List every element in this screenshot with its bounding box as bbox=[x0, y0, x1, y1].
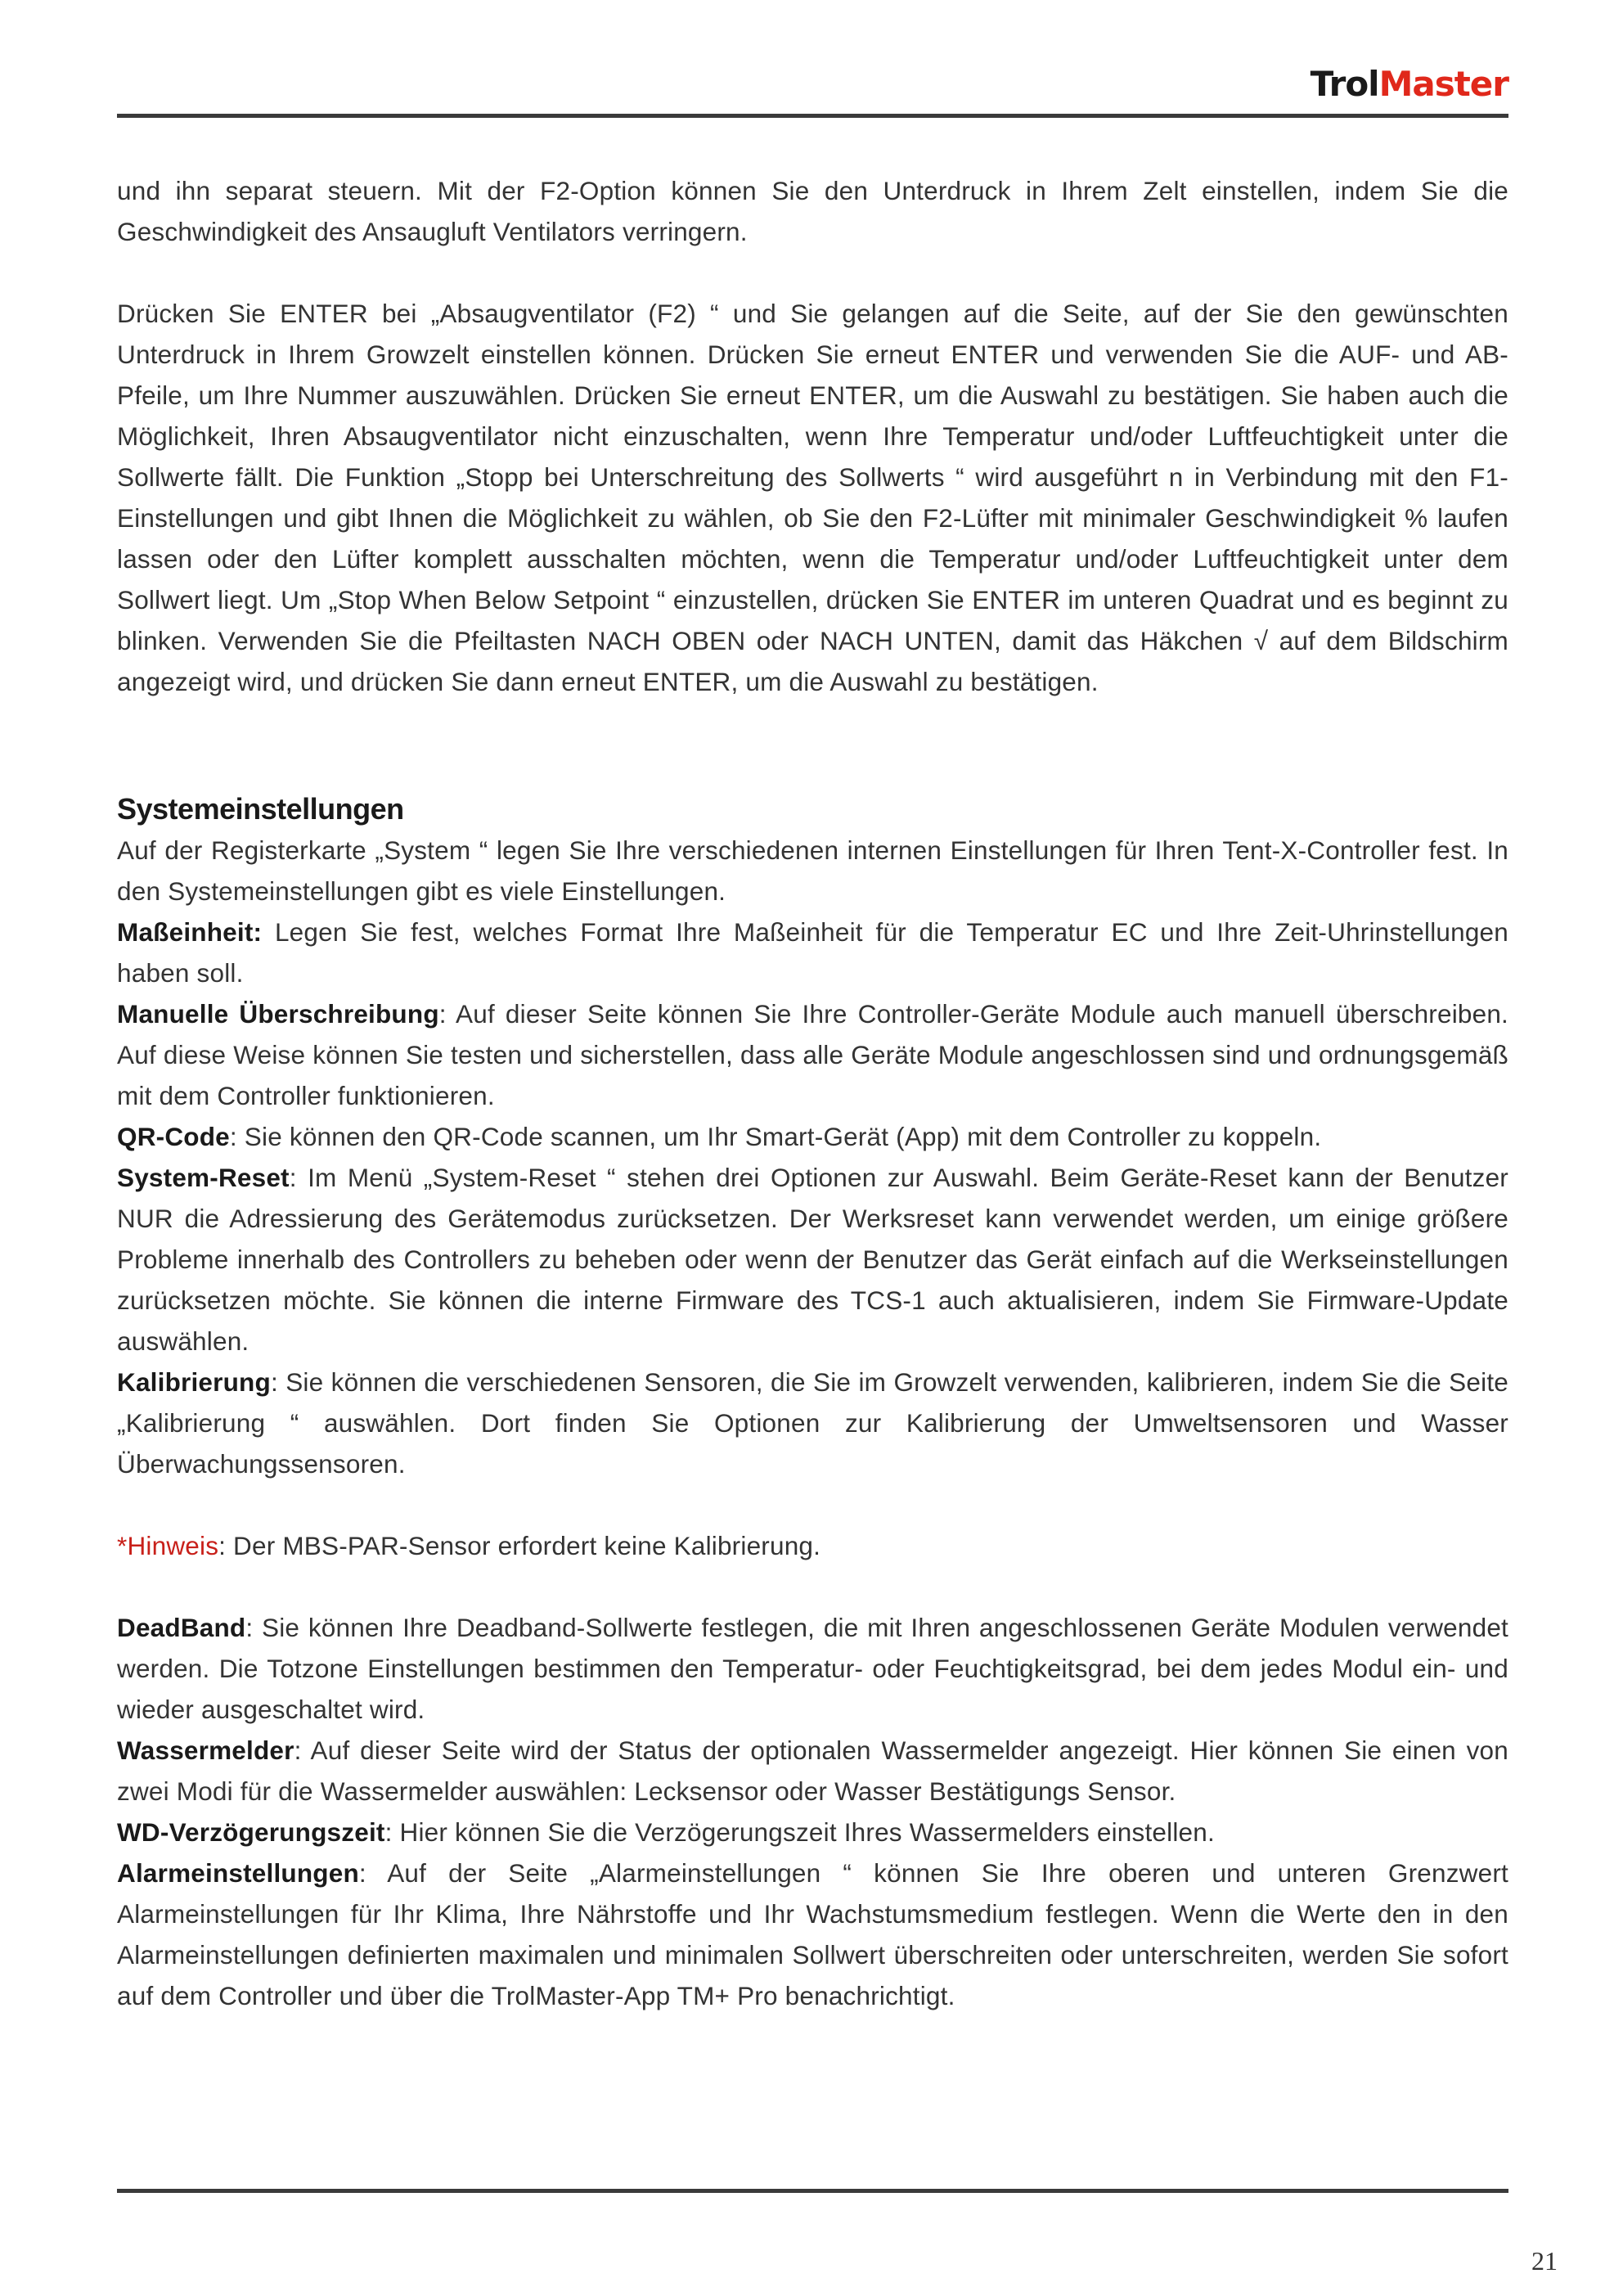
setting-description: : Auf dieser Seite können Sie Ihre Controller-Geräte Module auch manuell überschreiben. Auf diese Weise können Sie testen und sicherstellen, dass alle Geräte Module angeschlossen sind und ordnungsgemäß mit dem Controller funktionieren. bbox=[117, 999, 1508, 1110]
setting-description: : Auf der Seite „Alarmeinstellungen “ können Sie Ihre oberen und unteren Grenzwert Alarmeinstellungen für Ihr Klima, Ihre Nährstoffe und Ihr Wachstumsmedium festlegen. Wenn die Werte den in den Alarmeinstellungen definierten maximalen und minimalen Sollwert überschreiten oder unterschreiten, werden Sie sofort auf dem Controller und über die TrolMaster-App TM+ Pro benachrichtigt. bbox=[117, 1858, 1508, 2010]
setting-description: : Sie können den QR-Code scannen, um Ihr Smart-Gerät (App) mit dem Controller zu koppeln. bbox=[229, 1122, 1322, 1151]
note-label: *Hinweis bbox=[117, 1531, 219, 1560]
setting-water-detector bbox=[117, 1730, 1508, 1812]
note bbox=[117, 1525, 1508, 1566]
header-divider bbox=[117, 114, 1508, 118]
page-content bbox=[117, 170, 1508, 2016]
setting-calibration bbox=[117, 1362, 1508, 1484]
section-intro: Auf der Registerkarte „System “ legen Sie Ihre verschiedenen internen Einstellungen für Ihren Tent-X-Controller fest. In den Systemeinstellungen gibt es viele Einstellungen. bbox=[117, 835, 1508, 906]
setting-description: Legen Sie fest, welches Format Ihre Maßeinheit für die Temperatur EC und Ihre Zeit-Uhrinstellungen haben soll. bbox=[117, 917, 1508, 988]
setting-system-reset bbox=[117, 1157, 1508, 1362]
setting-manual-override bbox=[117, 993, 1508, 1116]
footer-divider bbox=[117, 2189, 1508, 2193]
setting-term: Wassermelder bbox=[117, 1736, 294, 1765]
setting-term: Maßeinheit: bbox=[117, 917, 263, 947]
setting-term: DeadBand bbox=[117, 1613, 246, 1642]
setting-description: : Sie können die verschiedenen Sensoren, die Sie im Growzelt verwenden, kalibrieren, indem Sie die Seite „Kalibrierung “ auswählen. Dort finden Sie Optionen zur Kalibrierung der Umweltsensoren und Wasser Überwachungssensoren. bbox=[117, 1367, 1508, 1479]
setting-term: Kalibrierung bbox=[117, 1367, 271, 1397]
page-number: 21 bbox=[1531, 2246, 1558, 2276]
section-heading: Systemeinstellungen bbox=[117, 792, 404, 826]
brand-name-part1: Trol bbox=[1310, 64, 1379, 104]
setting-description: : Im Menü „System-Reset “ stehen drei Optionen zur Auswahl. Beim Geräte-Reset kann der Benutzer NUR die Adressierung des Gerätemodus zurücksetzen. Der Werksreset kann verwendet werden, um einige größere Probleme innerhalb des Controllers zu beheben oder wenn der Benutzer das Gerät einfach auf die Werkseinstellungen zurücksetzen möchte. Sie können die interne Firmware des TCS-1 auch aktualisieren, indem Sie Firmware-Update auswählen. bbox=[117, 1163, 1508, 1356]
setting-term: QR-Code bbox=[117, 1122, 230, 1151]
paragraph-f2-option: und ihn separat steuern. Mit der F2-Option können Sie den Unterdruck in Ihrem Zelt einstellen, indem Sie die Geschwindigkeit des Ansaugluft Ventilators verringern. bbox=[117, 176, 1508, 246]
setting-deadband bbox=[117, 1607, 1508, 1730]
setting-term: WD-Verzögerungszeit bbox=[117, 1817, 385, 1847]
setting-wd-delay bbox=[117, 1812, 1508, 1853]
brand-logo bbox=[1311, 64, 1508, 104]
setting-description: : Sie können Ihre Deadband-Sollwerte festlegen, die mit Ihren angeschlossenen Geräte Modulen verwendet werden. Die Totzone Einstellungen bestimmen den Temperatur- oder Feuchtigkeitsgrad, bei dem jedes Modul ein- und wieder ausgeschaltet wird. bbox=[117, 1613, 1508, 1724]
setting-term: System-Reset bbox=[117, 1163, 290, 1192]
setting-alarm bbox=[117, 1853, 1508, 2016]
setting-description: : Hier können Sie die Verzögerungszeit Ihres Wassermelders einstellen. bbox=[384, 1817, 1215, 1847]
setting-description: : Auf dieser Seite wird der Status der optionalen Wassermelder angezeigt. Hier können Sie einen von zwei Modi für die Wassermelder auswählen: Lecksensor oder Wasser Bestätigungs Sensor. bbox=[117, 1736, 1508, 1806]
paragraph-exhaust-fan: Drücken Sie ENTER bei „Absaugventilator (F2) “ und Sie gelangen auf die Seite, auf der Sie den gewünschten Unterdruck in Ihrem Growzelt einstellen können. Drücken Sie erneut ENTER und verwenden Sie die AUF- und AB-Pfeile, um Ihre Nummer auszuwählen. Drücken Sie erneut ENTER, um die Auswahl zu bestätigen. Sie haben auch die Möglichkeit, Ihren Absaugventilator nicht einzuschalten, wenn Ihre Temperatur und/oder Luftfeuchtigkeit unter die Sollwerte fällt. Die Funktion „Stopp bei Unterschreitung des Sollwerts “ wird ausgeführt n in Verbindung mit den F1-Einstellungen und gibt Ihnen die Möglichkeit zu wählen, ob Sie den F2-Lüfter mit minimaler Geschwindigkeit % laufen lassen oder den Lüfter komplett ausschalten möchten, wenn die Temperatur und/oder Luftfeuchtigkeit unter dem Sollwert liegt. Um „Stop When Below Setpoint “ einzustellen, drücken Sie ENTER im unteren Quadrat und es beginnt zu blinken. Verwenden Sie die Pfeiltasten NACH OBEN oder NACH UNTEN, damit das Häkchen √ auf dem Bildschirm angezeigt wird, und drücken Sie dann erneut ENTER, um die Auswahl zu bestätigen. bbox=[117, 299, 1508, 696]
note-text: : Der MBS-PAR-Sensor erfordert keine Kalibrierung. bbox=[218, 1531, 821, 1560]
setting-unit bbox=[117, 912, 1508, 993]
setting-term: Manuelle Überschreibung bbox=[117, 999, 439, 1029]
brand-name-part2: Master bbox=[1378, 64, 1508, 104]
setting-term: Alarmeinstellungen bbox=[117, 1858, 359, 1888]
setting-qr-code bbox=[117, 1116, 1508, 1157]
